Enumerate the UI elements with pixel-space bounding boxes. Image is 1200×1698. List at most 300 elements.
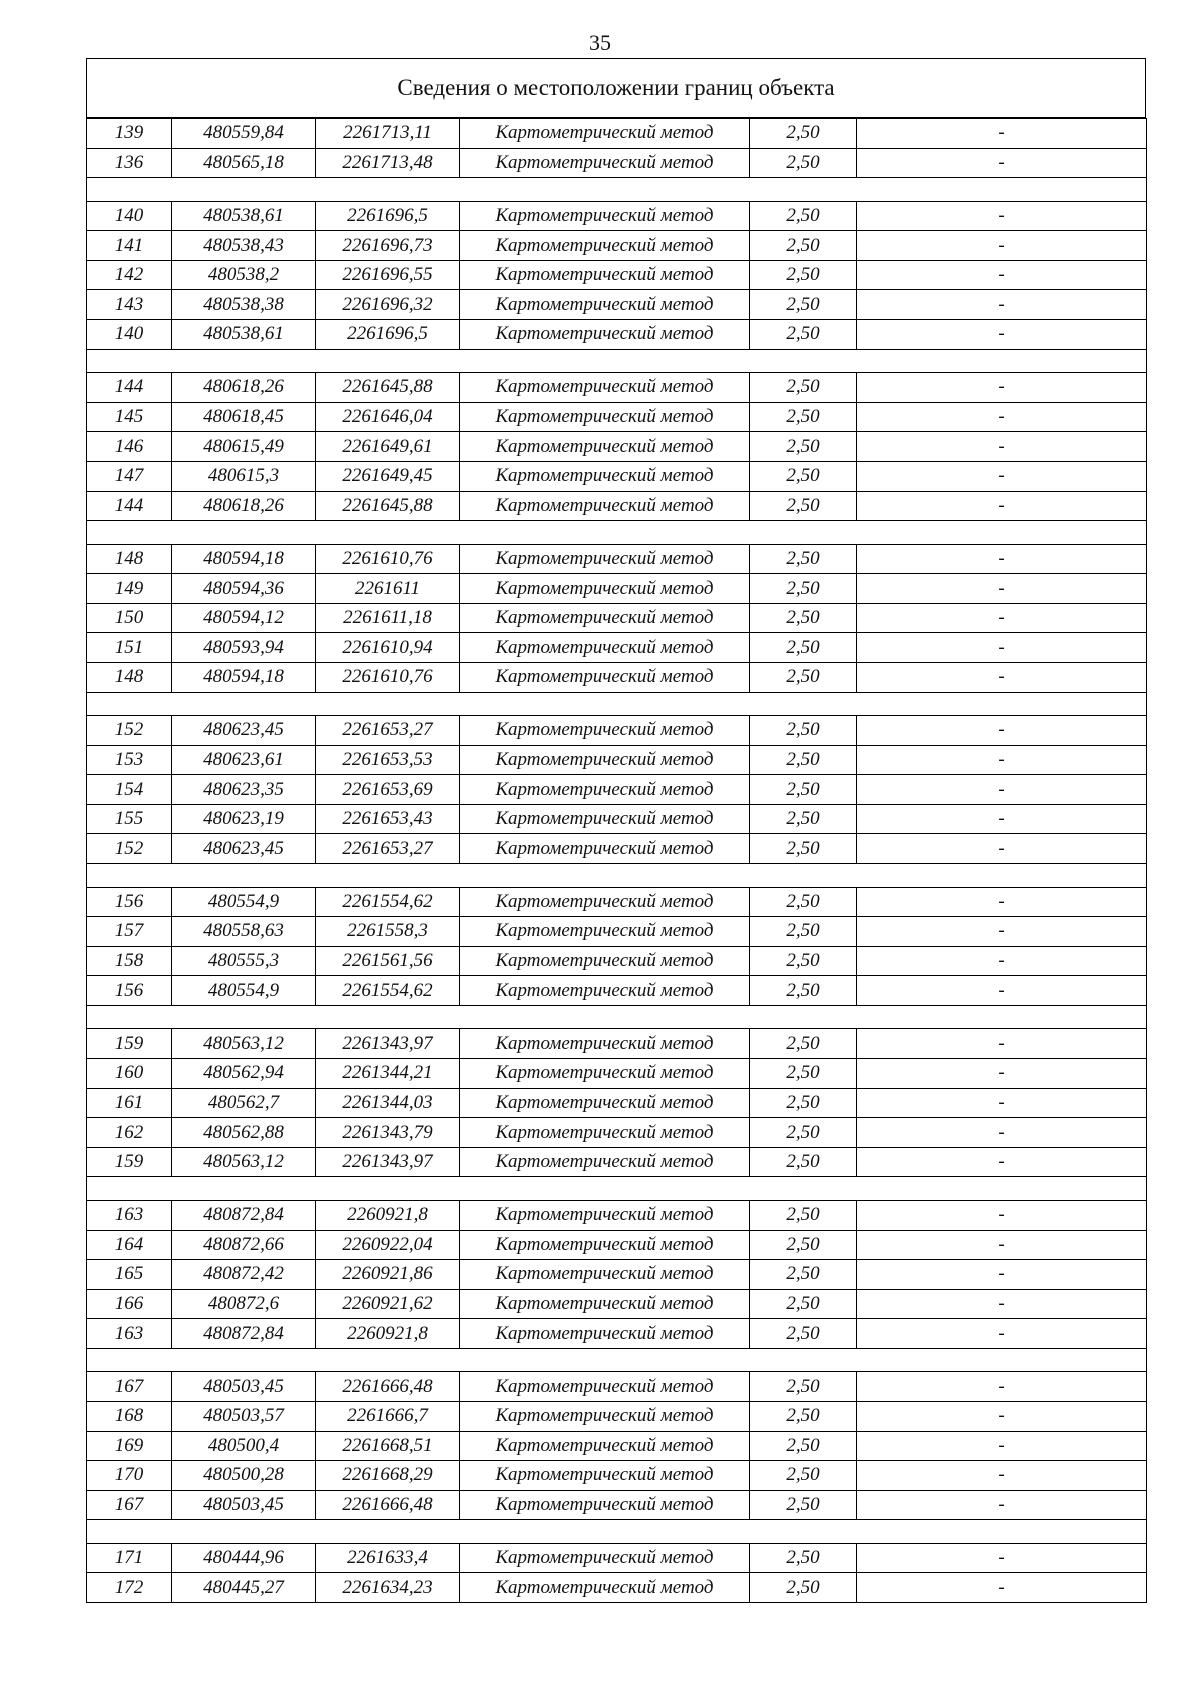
- point-number-cell: 149: [87, 574, 172, 604]
- accuracy-cell: 2,50: [750, 201, 857, 231]
- point-number-cell: 157: [87, 917, 172, 947]
- page-number: 35: [589, 30, 611, 55]
- accuracy-cell: 2,50: [750, 1372, 857, 1402]
- x-coordinate-cell: 480444,96: [172, 1543, 316, 1573]
- description-cell: -: [857, 887, 1147, 917]
- point-number-cell: 162: [87, 1118, 172, 1148]
- y-coordinate-cell: 2261696,5: [316, 201, 460, 231]
- accuracy-cell: 2,50: [750, 1147, 857, 1177]
- x-coordinate-cell: 480445,27: [172, 1573, 316, 1603]
- accuracy-cell: 2,50: [750, 946, 857, 976]
- accuracy-cell: 2,50: [750, 917, 857, 947]
- table-row: [87, 1461, 1147, 1491]
- accuracy-cell: 2,50: [750, 1088, 857, 1118]
- x-coordinate-cell: 480872,84: [172, 1319, 316, 1349]
- x-coordinate-cell: 480558,63: [172, 917, 316, 947]
- description-cell: -: [857, 716, 1147, 746]
- accuracy-cell: 2,50: [750, 1118, 857, 1148]
- method-cell: Картометрический метод: [460, 1401, 750, 1431]
- table-row: [87, 544, 1147, 574]
- table-row: [87, 745, 1147, 775]
- table-row: [87, 633, 1147, 663]
- method-cell: Картометрический метод: [460, 1372, 750, 1402]
- accuracy-cell: 2,50: [750, 716, 857, 746]
- point-number-cell: 140: [87, 201, 172, 231]
- x-coordinate-cell: 480594,36: [172, 574, 316, 604]
- accuracy-cell: 2,50: [750, 1319, 857, 1349]
- description-cell: -: [857, 148, 1147, 178]
- y-coordinate-cell: 2261666,48: [316, 1372, 460, 1402]
- table-row: [87, 491, 1147, 521]
- method-cell: Картометрический метод: [460, 804, 750, 834]
- point-number-cell: 167: [87, 1372, 172, 1402]
- group-separator-row: [87, 1520, 1147, 1544]
- method-cell: Картометрический метод: [460, 148, 750, 178]
- accuracy-cell: 2,50: [750, 663, 857, 693]
- description-cell: -: [857, 290, 1147, 320]
- table-row: [87, 1289, 1147, 1319]
- description-cell: -: [857, 1029, 1147, 1059]
- table-row: [87, 119, 1147, 149]
- method-cell: Картометрический метод: [460, 290, 750, 320]
- table-row: [87, 1200, 1147, 1230]
- table-row: [87, 231, 1147, 261]
- method-cell: Картометрический метод: [460, 1431, 750, 1461]
- x-coordinate-cell: 480563,12: [172, 1147, 316, 1177]
- separator-cell: [87, 1520, 1147, 1544]
- accuracy-cell: 2,50: [750, 1543, 857, 1573]
- method-cell: Картометрический метод: [460, 633, 750, 663]
- method-cell: Картометрический метод: [460, 1088, 750, 1118]
- table-row: [87, 373, 1147, 403]
- table-row: [87, 946, 1147, 976]
- y-coordinate-cell: 2261696,55: [316, 260, 460, 290]
- point-number-cell: 152: [87, 716, 172, 746]
- point-number-cell: 140: [87, 320, 172, 350]
- accuracy-cell: 2,50: [750, 745, 857, 775]
- point-number-cell: 147: [87, 461, 172, 491]
- method-cell: Картометрический метод: [460, 1543, 750, 1573]
- y-coordinate-cell: 2261558,3: [316, 917, 460, 947]
- table-row: [87, 1431, 1147, 1461]
- x-coordinate-cell: 480615,3: [172, 461, 316, 491]
- table-row: [87, 1401, 1147, 1431]
- x-coordinate-cell: 480562,94: [172, 1059, 316, 1089]
- point-number-cell: 170: [87, 1461, 172, 1491]
- table-body: [87, 119, 1147, 1603]
- x-coordinate-cell: 480562,7: [172, 1088, 316, 1118]
- group-separator-row: [87, 178, 1147, 202]
- point-number-cell: 145: [87, 402, 172, 432]
- accuracy-cell: 2,50: [750, 1490, 857, 1520]
- table-row: [87, 1088, 1147, 1118]
- x-coordinate-cell: 480593,94: [172, 633, 316, 663]
- x-coordinate-cell: 480538,61: [172, 320, 316, 350]
- accuracy-cell: 2,50: [750, 1029, 857, 1059]
- method-cell: Картометрический метод: [460, 201, 750, 231]
- y-coordinate-cell: 2261668,29: [316, 1461, 460, 1491]
- group-separator-row: [87, 521, 1147, 545]
- description-cell: -: [857, 231, 1147, 261]
- x-coordinate-cell: 480623,45: [172, 716, 316, 746]
- separator-cell: [87, 1348, 1147, 1372]
- x-coordinate-cell: 480623,61: [172, 745, 316, 775]
- y-coordinate-cell: 2260921,62: [316, 1289, 460, 1319]
- y-coordinate-cell: 2261696,5: [316, 320, 460, 350]
- x-coordinate-cell: 480503,45: [172, 1372, 316, 1402]
- accuracy-cell: 2,50: [750, 1461, 857, 1491]
- point-number-cell: 160: [87, 1059, 172, 1089]
- accuracy-cell: 2,50: [750, 231, 857, 261]
- point-number-cell: 168: [87, 1401, 172, 1431]
- point-number-cell: 139: [87, 119, 172, 149]
- x-coordinate-cell: 480538,38: [172, 290, 316, 320]
- group-separator-row: [87, 864, 1147, 888]
- method-cell: Картометрический метод: [460, 834, 750, 864]
- separator-cell: [87, 692, 1147, 716]
- table-row: [87, 1573, 1147, 1603]
- method-cell: Картометрический метод: [460, 1289, 750, 1319]
- x-coordinate-cell: 480538,2: [172, 260, 316, 290]
- description-cell: -: [857, 574, 1147, 604]
- method-cell: Картометрический метод: [460, 1230, 750, 1260]
- x-coordinate-cell: 480559,84: [172, 119, 316, 149]
- point-number-cell: 159: [87, 1147, 172, 1177]
- accuracy-cell: 2,50: [750, 260, 857, 290]
- accuracy-cell: 2,50: [750, 373, 857, 403]
- description-cell: -: [857, 260, 1147, 290]
- table-row: [87, 461, 1147, 491]
- description-cell: -: [857, 1147, 1147, 1177]
- point-number-cell: 169: [87, 1431, 172, 1461]
- description-cell: -: [857, 1372, 1147, 1402]
- x-coordinate-cell: 480623,45: [172, 834, 316, 864]
- y-coordinate-cell: 2260922,04: [316, 1230, 460, 1260]
- description-cell: -: [857, 1401, 1147, 1431]
- x-coordinate-cell: 480594,18: [172, 544, 316, 574]
- accuracy-cell: 2,50: [750, 1200, 857, 1230]
- method-cell: Картометрический метод: [460, 231, 750, 261]
- description-cell: -: [857, 834, 1147, 864]
- boundary-table: [86, 118, 1147, 1603]
- point-number-cell: 151: [87, 633, 172, 663]
- y-coordinate-cell: 2261649,61: [316, 432, 460, 462]
- table-title: Сведения о местоположении границ объекта: [86, 58, 1146, 118]
- point-number-cell: 142: [87, 260, 172, 290]
- accuracy-cell: 2,50: [750, 290, 857, 320]
- table-row: [87, 603, 1147, 633]
- point-number-cell: 146: [87, 432, 172, 462]
- table-row: [87, 290, 1147, 320]
- description-cell: -: [857, 1118, 1147, 1148]
- method-cell: Картометрический метод: [460, 946, 750, 976]
- method-cell: Картометрический метод: [460, 574, 750, 604]
- method-cell: Картометрический метод: [460, 373, 750, 403]
- x-coordinate-cell: 480872,84: [172, 1200, 316, 1230]
- accuracy-cell: 2,50: [750, 976, 857, 1006]
- point-number-cell: 152: [87, 834, 172, 864]
- table-row: [87, 574, 1147, 604]
- y-coordinate-cell: 2261561,56: [316, 946, 460, 976]
- x-coordinate-cell: 480503,57: [172, 1401, 316, 1431]
- description-cell: -: [857, 917, 1147, 947]
- description-cell: -: [857, 1260, 1147, 1290]
- y-coordinate-cell: 2261653,69: [316, 775, 460, 805]
- separator-cell: [87, 864, 1147, 888]
- table-row: [87, 834, 1147, 864]
- group-separator-row: [87, 1348, 1147, 1372]
- accuracy-cell: 2,50: [750, 887, 857, 917]
- boundary-table-frame: [86, 58, 1146, 1603]
- description-cell: -: [857, 1230, 1147, 1260]
- method-cell: Картометрический метод: [460, 716, 750, 746]
- x-coordinate-cell: 480554,9: [172, 887, 316, 917]
- table-row: [87, 917, 1147, 947]
- y-coordinate-cell: 2261610,76: [316, 544, 460, 574]
- accuracy-cell: 2,50: [750, 775, 857, 805]
- method-cell: Картометрический метод: [460, 663, 750, 693]
- description-cell: -: [857, 663, 1147, 693]
- method-cell: Картометрический метод: [460, 887, 750, 917]
- description-cell: -: [857, 201, 1147, 231]
- y-coordinate-cell: 2261653,27: [316, 834, 460, 864]
- y-coordinate-cell: 2261666,7: [316, 1401, 460, 1431]
- y-coordinate-cell: 2261649,45: [316, 461, 460, 491]
- point-number-cell: 163: [87, 1319, 172, 1349]
- accuracy-cell: 2,50: [750, 491, 857, 521]
- table-row: [87, 402, 1147, 432]
- description-cell: -: [857, 1490, 1147, 1520]
- table-row: [87, 1543, 1147, 1573]
- description-cell: -: [857, 119, 1147, 149]
- point-number-cell: 154: [87, 775, 172, 805]
- description-cell: -: [857, 976, 1147, 1006]
- description-cell: -: [857, 775, 1147, 805]
- table-row: [87, 1372, 1147, 1402]
- point-number-cell: 161: [87, 1088, 172, 1118]
- description-cell: -: [857, 1200, 1147, 1230]
- description-cell: -: [857, 1573, 1147, 1603]
- method-cell: Картометрический метод: [460, 1490, 750, 1520]
- y-coordinate-cell: 2261611: [316, 574, 460, 604]
- table-row: [87, 1230, 1147, 1260]
- accuracy-cell: 2,50: [750, 1401, 857, 1431]
- accuracy-cell: 2,50: [750, 461, 857, 491]
- table-row: [87, 1118, 1147, 1148]
- y-coordinate-cell: 2261633,4: [316, 1543, 460, 1573]
- group-separator-row: [87, 1177, 1147, 1201]
- y-coordinate-cell: 2261696,32: [316, 290, 460, 320]
- table-row: [87, 320, 1147, 350]
- accuracy-cell: 2,50: [750, 633, 857, 663]
- y-coordinate-cell: 2261344,21: [316, 1059, 460, 1089]
- y-coordinate-cell: 2261343,79: [316, 1118, 460, 1148]
- x-coordinate-cell: 480618,26: [172, 491, 316, 521]
- method-cell: Картометрический метод: [460, 461, 750, 491]
- table-row: [87, 887, 1147, 917]
- description-cell: -: [857, 1289, 1147, 1319]
- x-coordinate-cell: 480500,4: [172, 1431, 316, 1461]
- point-number-cell: 171: [87, 1543, 172, 1573]
- table-row: [87, 804, 1147, 834]
- method-cell: Картометрический метод: [460, 119, 750, 149]
- table-row: [87, 663, 1147, 693]
- accuracy-cell: 2,50: [750, 1260, 857, 1290]
- y-coordinate-cell: 2261666,48: [316, 1490, 460, 1520]
- point-number-cell: 166: [87, 1289, 172, 1319]
- group-separator-row: [87, 349, 1147, 373]
- x-coordinate-cell: 480565,18: [172, 148, 316, 178]
- y-coordinate-cell: 2261610,94: [316, 633, 460, 663]
- description-cell: -: [857, 491, 1147, 521]
- y-coordinate-cell: 2261343,97: [316, 1029, 460, 1059]
- accuracy-cell: 2,50: [750, 1059, 857, 1089]
- y-coordinate-cell: 2261554,62: [316, 976, 460, 1006]
- point-number-cell: 141: [87, 231, 172, 261]
- point-number-cell: 158: [87, 946, 172, 976]
- table-row: [87, 1319, 1147, 1349]
- point-number-cell: 155: [87, 804, 172, 834]
- accuracy-cell: 2,50: [750, 402, 857, 432]
- description-cell: -: [857, 544, 1147, 574]
- x-coordinate-cell: 480623,19: [172, 804, 316, 834]
- description-cell: -: [857, 745, 1147, 775]
- point-number-cell: 144: [87, 373, 172, 403]
- y-coordinate-cell: 2261610,76: [316, 663, 460, 693]
- accuracy-cell: 2,50: [750, 148, 857, 178]
- accuracy-cell: 2,50: [750, 804, 857, 834]
- y-coordinate-cell: 2261713,11: [316, 119, 460, 149]
- description-cell: -: [857, 402, 1147, 432]
- x-coordinate-cell: 480538,61: [172, 201, 316, 231]
- point-number-cell: 167: [87, 1490, 172, 1520]
- point-number-cell: 150: [87, 603, 172, 633]
- y-coordinate-cell: 2261611,18: [316, 603, 460, 633]
- x-coordinate-cell: 480594,12: [172, 603, 316, 633]
- method-cell: Картометрический метод: [460, 1147, 750, 1177]
- method-cell: Картометрический метод: [460, 491, 750, 521]
- x-coordinate-cell: 480500,28: [172, 1461, 316, 1491]
- x-coordinate-cell: 480538,43: [172, 231, 316, 261]
- description-cell: -: [857, 1088, 1147, 1118]
- description-cell: -: [857, 946, 1147, 976]
- description-cell: -: [857, 804, 1147, 834]
- y-coordinate-cell: 2261653,43: [316, 804, 460, 834]
- point-number-cell: 148: [87, 663, 172, 693]
- description-cell: -: [857, 633, 1147, 663]
- table-row: [87, 1147, 1147, 1177]
- table-row: [87, 432, 1147, 462]
- point-number-cell: 136: [87, 148, 172, 178]
- table-row: [87, 775, 1147, 805]
- point-number-cell: 165: [87, 1260, 172, 1290]
- point-number-cell: 156: [87, 976, 172, 1006]
- method-cell: Картометрический метод: [460, 603, 750, 633]
- method-cell: Картометрический метод: [460, 745, 750, 775]
- method-cell: Картометрический метод: [460, 1573, 750, 1603]
- point-number-cell: 153: [87, 745, 172, 775]
- method-cell: Картометрический метод: [460, 402, 750, 432]
- accuracy-cell: 2,50: [750, 544, 857, 574]
- method-cell: Картометрический метод: [460, 544, 750, 574]
- accuracy-cell: 2,50: [750, 432, 857, 462]
- method-cell: Картометрический метод: [460, 1118, 750, 1148]
- description-cell: -: [857, 1543, 1147, 1573]
- separator-cell: [87, 1177, 1147, 1201]
- y-coordinate-cell: 2261653,53: [316, 745, 460, 775]
- x-coordinate-cell: 480618,26: [172, 373, 316, 403]
- x-coordinate-cell: 480618,45: [172, 402, 316, 432]
- description-cell: -: [857, 320, 1147, 350]
- description-cell: -: [857, 1059, 1147, 1089]
- method-cell: Картометрический метод: [460, 1029, 750, 1059]
- group-separator-row: [87, 692, 1147, 716]
- method-cell: Картометрический метод: [460, 432, 750, 462]
- method-cell: Картометрический метод: [460, 775, 750, 805]
- point-number-cell: 143: [87, 290, 172, 320]
- table-row: [87, 1029, 1147, 1059]
- description-cell: -: [857, 1319, 1147, 1349]
- x-coordinate-cell: 480872,42: [172, 1260, 316, 1290]
- point-number-cell: 159: [87, 1029, 172, 1059]
- x-coordinate-cell: 480872,66: [172, 1230, 316, 1260]
- table-row: [87, 148, 1147, 178]
- y-coordinate-cell: 2261668,51: [316, 1431, 460, 1461]
- method-cell: Картометрический метод: [460, 1260, 750, 1290]
- description-cell: -: [857, 1461, 1147, 1491]
- point-number-cell: 163: [87, 1200, 172, 1230]
- x-coordinate-cell: 480623,35: [172, 775, 316, 805]
- x-coordinate-cell: 480562,88: [172, 1118, 316, 1148]
- method-cell: Картометрический метод: [460, 1461, 750, 1491]
- table-row: [87, 260, 1147, 290]
- table-row: [87, 1490, 1147, 1520]
- method-cell: Картометрический метод: [460, 917, 750, 947]
- table-row: [87, 716, 1147, 746]
- method-cell: Картометрический метод: [460, 1319, 750, 1349]
- description-cell: -: [857, 461, 1147, 491]
- separator-cell: [87, 521, 1147, 545]
- accuracy-cell: 2,50: [750, 1289, 857, 1319]
- table-row: [87, 1059, 1147, 1089]
- y-coordinate-cell: 2260921,86: [316, 1260, 460, 1290]
- y-coordinate-cell: 2261344,03: [316, 1088, 460, 1118]
- point-number-cell: 148: [87, 544, 172, 574]
- accuracy-cell: 2,50: [750, 574, 857, 604]
- y-coordinate-cell: 2261554,62: [316, 887, 460, 917]
- y-coordinate-cell: 2261343,97: [316, 1147, 460, 1177]
- method-cell: Картометрический метод: [460, 260, 750, 290]
- accuracy-cell: 2,50: [750, 834, 857, 864]
- x-coordinate-cell: 480872,6: [172, 1289, 316, 1319]
- method-cell: Картометрический метод: [460, 320, 750, 350]
- y-coordinate-cell: 2261713,48: [316, 148, 460, 178]
- x-coordinate-cell: 480615,49: [172, 432, 316, 462]
- accuracy-cell: 2,50: [750, 1573, 857, 1603]
- table-row: [87, 201, 1147, 231]
- table-row: [87, 1260, 1147, 1290]
- x-coordinate-cell: 480555,3: [172, 946, 316, 976]
- method-cell: Картометрический метод: [460, 1059, 750, 1089]
- group-separator-row: [87, 1005, 1147, 1029]
- y-coordinate-cell: 2261696,73: [316, 231, 460, 261]
- x-coordinate-cell: 480554,9: [172, 976, 316, 1006]
- description-cell: -: [857, 432, 1147, 462]
- y-coordinate-cell: 2260921,8: [316, 1319, 460, 1349]
- point-number-cell: 144: [87, 491, 172, 521]
- separator-cell: [87, 1005, 1147, 1029]
- description-cell: -: [857, 1431, 1147, 1461]
